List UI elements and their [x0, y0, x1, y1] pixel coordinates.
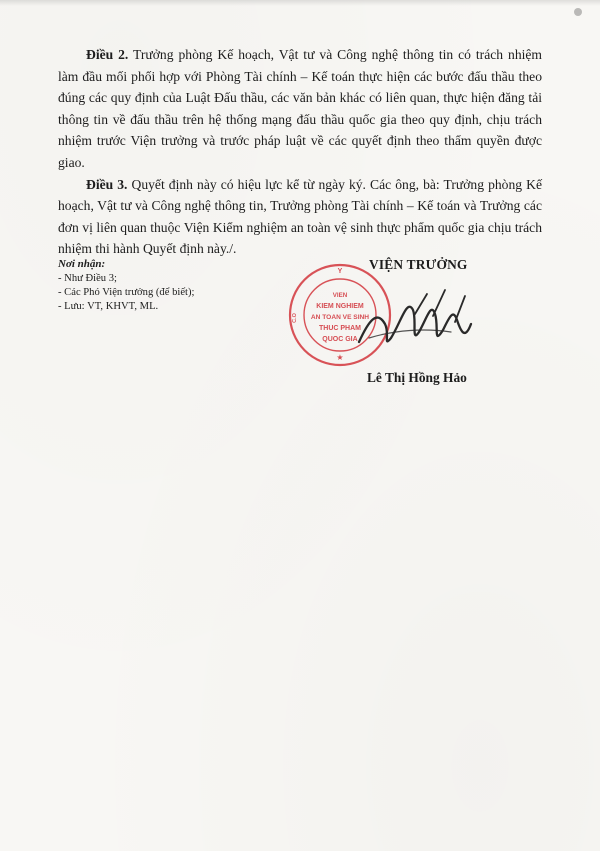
recipient-item: - Như Điều 3;: [58, 273, 117, 284]
scan-edge-shadow: [0, 0, 600, 6]
signer-name: Lê Thị Hồng Hảo: [367, 370, 467, 385]
article-3-text: Quyết định này có hiệu lực kể từ ngày ký. Các ông, bà: Trưởng phòng Kế hoạch, Vật tư và Công nghệ thông tin, Trưởng phòng Tài chính – Kế toán và Trưởng các đơn vị liên quan thuộc Viện Kiểm nghiệm an toàn vệ sinh thực phẩm quốc gia chịu trách nhiệm thi hành Quyết định này./.: [58, 176, 542, 257]
article-2: [58, 44, 542, 174]
stamp-line: THUC PHAM: [319, 325, 361, 332]
stamp-line: KIEM NGHIEM: [316, 303, 364, 310]
scan-dot: [574, 8, 582, 16]
article-3-label: Điều 3.: [86, 176, 128, 192]
article-2-label: Điều 2.: [86, 47, 129, 62]
article-2-text: Trưởng phòng Kế hoạch, Vật tư và Công nghệ thông tin có trách nhiệm làm đầu mối phối hợp với Phòng Tài chính – Kế toán thực hiện các bước đấu thầu theo đúng các quy định của Luật Đấu thầu, các văn bản khác có liên quan, thực hiện đăng tải thông tin về đấu thầu trên hệ thống mạng đấu thầu quốc gia theo quy định, chịu trách nhiệm trước Viện trưởng và trước pháp luật về các quyết định theo thẩm quyền được giao.: [58, 47, 542, 170]
recipients-list: [58, 272, 298, 314]
stamp-top-mark: Y: [337, 268, 343, 275]
recipients-block: [58, 257, 298, 314]
article-3: [58, 174, 542, 260]
stamp-side-mark: C.O: [292, 313, 298, 323]
recipient-item: - Lưu: VT, KHVT, ML.: [58, 301, 159, 312]
handwritten-signature: [355, 280, 475, 365]
document-body: [58, 44, 542, 260]
recipient-item: - Các Phó Viện trưởng (để biết);: [58, 287, 195, 298]
recipients-title: Nơi nhận:: [58, 258, 106, 270]
stamp-line: AN TOAN VE SINH: [310, 314, 370, 321]
stamp-line: VIEN: [332, 292, 348, 299]
star-icon: ★: [336, 353, 344, 362]
signature-title: VIỆN TRƯỞNG: [369, 257, 468, 272]
stamp-line: QUOC GIA: [322, 336, 358, 343]
signature-block: [285, 250, 525, 400]
